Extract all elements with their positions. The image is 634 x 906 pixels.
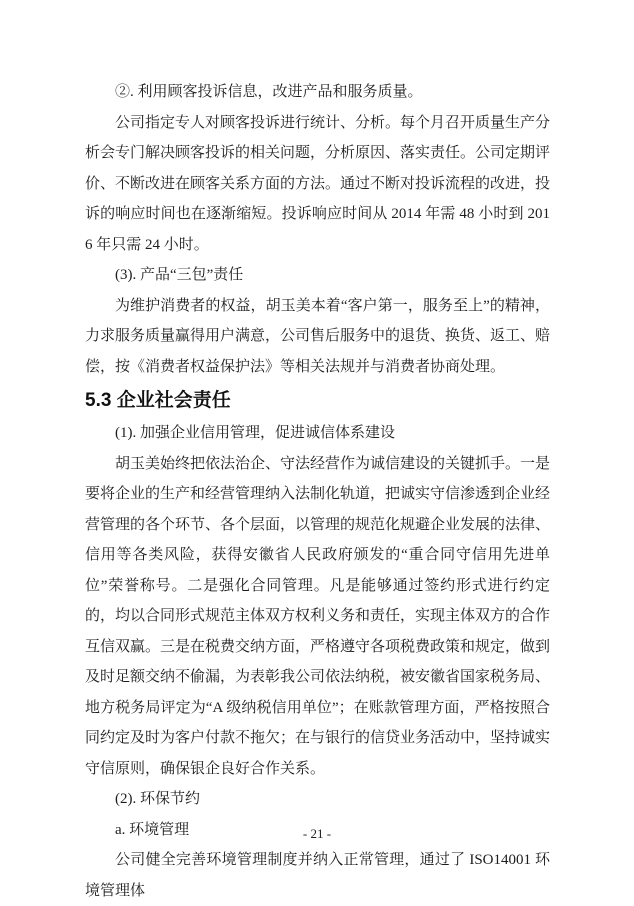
paragraph-credit-management-title: (1). 加强企业信用管理，促进诚信体系建设 [115,425,395,441]
paragraph-customer-complaint-item: ②. 利用顾客投诉信息，改进产品和服务质量。 [115,84,423,100]
section-heading-csr: 5.3 企业社会责任 [85,390,231,411]
paragraph-three-guarantees-title: (3). 产品“三包”责任 [115,267,244,283]
paragraph-iso14001: 公司健全完善环境管理制度并纳入正常管理，通过了 ISO14001 环境管理体 [85,852,550,899]
page-number: - 21 - [302,826,332,841]
paragraph-consumer-rights: 为维护消费者的权益，胡玉美本着“客户第一，服务至上”的精神，力求服务质量赢得用户满意，公司售后服务中的退货、换货、返工、赔偿，按《消费者权益保护法》等相关法规并与消费者协商处理。 [85,297,551,375]
paragraph-integrity-building: 胡玉美始终把依法治企、守法经营作为诚信建设的关键抓手。一是要将企业的生产和经营管理纳入法制化轨道，把诚实守信渗透到企业经营管理的各个环节、各个层面，以管理的规范化规避企业发展的法律、信用等各类风险，获得安徽省人民政府颁发的“重合同守信用先进单位”荣誉称号。二是强化合同管理。凡是能够通过签约形式进行约定的，均以合同形式规范主体双方权利义务和责任，实现主体双方的合作互信双赢。三是在税费交纳方面，严格遵守各项税费政策和规定，做到及时足额交纳不偷漏，为表彰我公司依法纳税，被安徽省国家税务局、地方税务局评定为“A 级纳税信用单位”；在账款管理方面，严格按照合同约定及时为客户付款不拖欠；在与银行的信贷业务活动中，坚持诚实守信原则，确保银企良好合作关系。 [85,455,551,777]
paragraph-environmental-saving-title: (2). 环保节约 [115,791,200,807]
paragraph-environment-management-subtitle: a. 环境管理 [115,821,190,838]
paragraph-complaint-analysis: 公司指定专人对顾客投诉进行统计、分析。每个月召开质量生产分析会专门解决顾客投诉的相关问题，分析原因、落实责任。公司定期评价、不断改进在顾客关系方面的方法。通过不断对投诉流程的改进，投诉的响应时间也在逐渐缩短。投诉响应时间从 2014 年需 48 小时到 2016 年只需 24 小时。 [85,114,551,253]
